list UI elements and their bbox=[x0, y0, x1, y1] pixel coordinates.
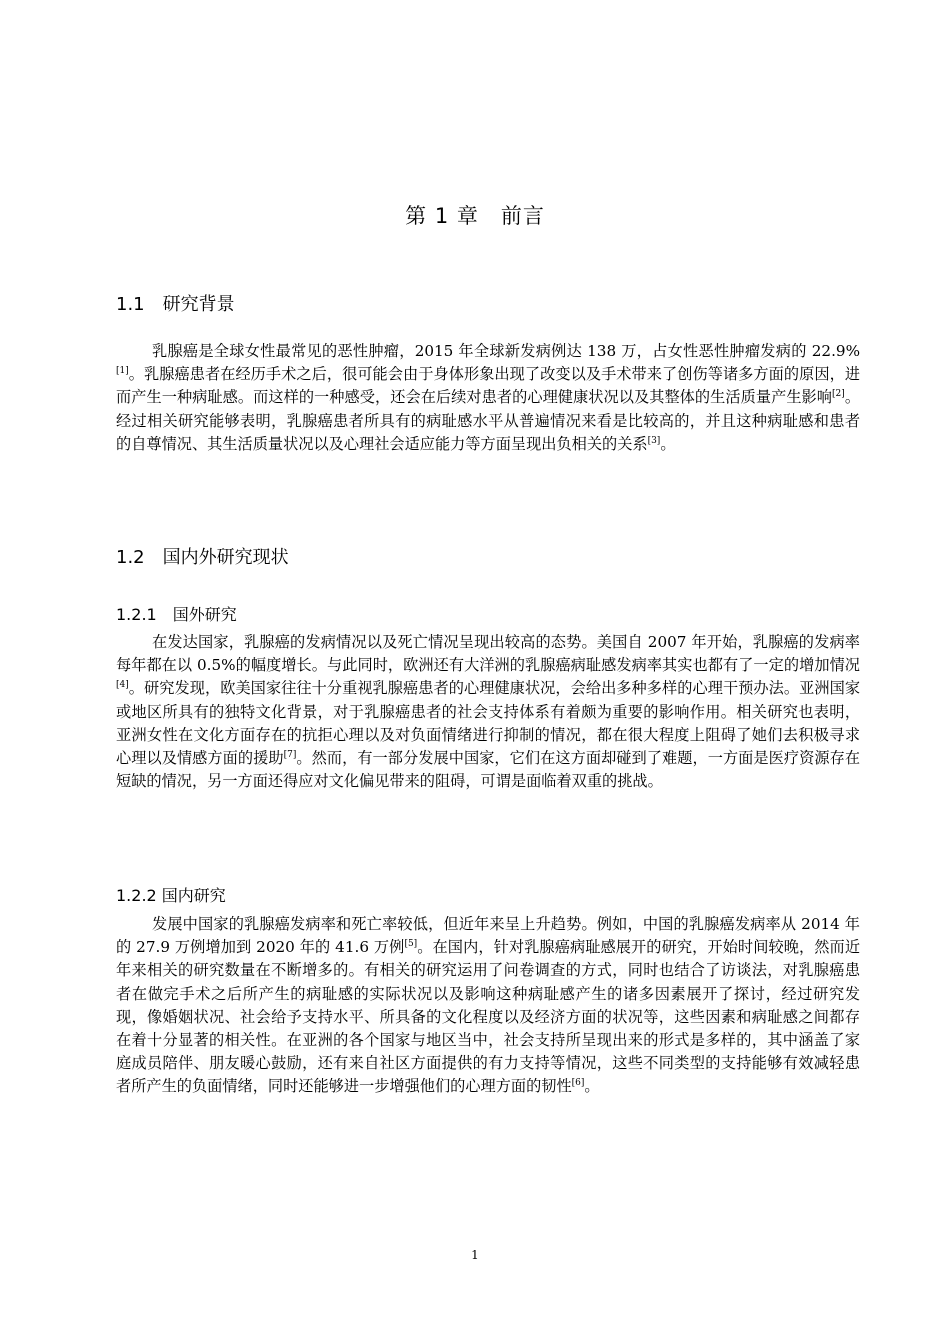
citation-mark: [3] bbox=[647, 435, 661, 446]
section-heading-background: 1.1 研究背景 bbox=[116, 294, 235, 315]
chapter-title: 第 1 章 前言 bbox=[405, 204, 545, 228]
paragraph-text: 。 bbox=[584, 1077, 600, 1096]
paragraph-text: 。 bbox=[660, 434, 676, 453]
citation-mark: [4] bbox=[116, 680, 129, 691]
paragraph-background bbox=[116, 340, 860, 456]
citation-mark: [7] bbox=[283, 750, 297, 761]
section-heading-research-status: 1.2 国内外研究现状 bbox=[116, 547, 289, 568]
paragraph-text: 乳腺癌是全球女性最常见的恶性肿瘤，2015 年全球新发病例达 138 万，占女性恶性肿瘤发病的 22.9% bbox=[152, 342, 860, 360]
subsection-heading-domestic: 1.2.2 国内研究 bbox=[116, 886, 226, 905]
citation-mark: [6] bbox=[571, 1078, 585, 1089]
citation-mark: [1] bbox=[116, 366, 129, 377]
paragraph-text: 。经过相关研究能够表明，乳腺癌患者所具有的病耻感水平从普遍情况来看是比较高的，并且这种病耻感和患者的自尊情况、其生活质量状况以及心理社会适应能力等方面呈现出负相关的关系 bbox=[116, 388, 860, 453]
paragraph-text: 。在国内，针对乳腺癌病耻感展开的研究，开始时间较晚，然而近年来相关的研究数量在不断增多的。有相关的研究运用了问卷调查的方式，同时也结合了访谈法，对乳腺癌患者在做完手术之后所产生的病耻感的实际状况以及影响这种病耻感产生的诸多因素展开了探讨，经过研究发现，像婚姻状况、社会给予支持水平、所具备的文化程度以及经济方面的状况等，这些因素和病耻感之间都存在着十分显著的相关性。在亚洲的各个国家与地区当中，社会支持所呈现出来的形式是多样的，其中涵盖了家庭成员陪伴、朋友暖心鼓励，还有来自社区方面提供的有力支持等情况，这些不同类型的支持能够有效减轻患者所产生的负面情绪，同时还能够进一步增强他们的心理方面的韧性 bbox=[116, 938, 861, 1096]
paragraph-text: 发展中国家的乳腺癌发病率和死亡率较低，但近年来呈上升趋势。例如，中国的乳腺癌发病率从 2014 年的 27.9 万例增加到 2020 年的 41.6 万例 bbox=[116, 915, 860, 957]
citation-mark: [5] bbox=[404, 939, 418, 950]
paragraph-text: 。然而，有一部分发展中国家，它们在这方面却碰到了难题，一方面是医疗资源存在短缺的情况，另一方面还得应对文化偏见带来的阻碍，可谓是面临着双重的挑战。 bbox=[116, 749, 860, 791]
page-number: 1 bbox=[471, 1248, 479, 1262]
subsection-heading-foreign: 1.2.1 国外研究 bbox=[116, 605, 237, 624]
paragraph-text: 。研究发现，欧美国家往往十分重视乳腺癌患者的心理健康状况，会给出多种多样的心理干预办法。亚洲国家或地区所具有的独特文化背景，对于乳腺癌患者的社会支持体系有着颇为重要的影响作用。相关研究也表明，亚洲女性在文化方面存在的抗拒心理以及对负面情绪进行抑制的情况，都在很大程度上阻碍了她们去积极寻求心理以及情感方面的援助 bbox=[116, 679, 860, 768]
paragraph-text: 在发达国家，乳腺癌的发病情况以及死亡情况呈现出较高的态势。美国自 2007 年开始，乳腺癌的发病率每年都在以 0.5%的幅度增长。与此同时，欧洲还有大洋洲的乳腺癌病耻感发病率其实也都有了一定的增加情况 bbox=[116, 633, 860, 675]
paragraph-text: 。乳腺癌患者在经历手术之后，很可能会由于身体形象出现了改变以及手术带来了创伤等诸多方面的原因，进而产生一种病耻感。而这样的一种感受，还会在后续对患者的心理健康状况以及其整体的生活质量产生影响 bbox=[116, 365, 860, 407]
citation-mark: [2] bbox=[832, 389, 845, 400]
paragraph-foreign-research bbox=[116, 631, 860, 793]
paragraph-domestic-research bbox=[116, 913, 860, 1099]
